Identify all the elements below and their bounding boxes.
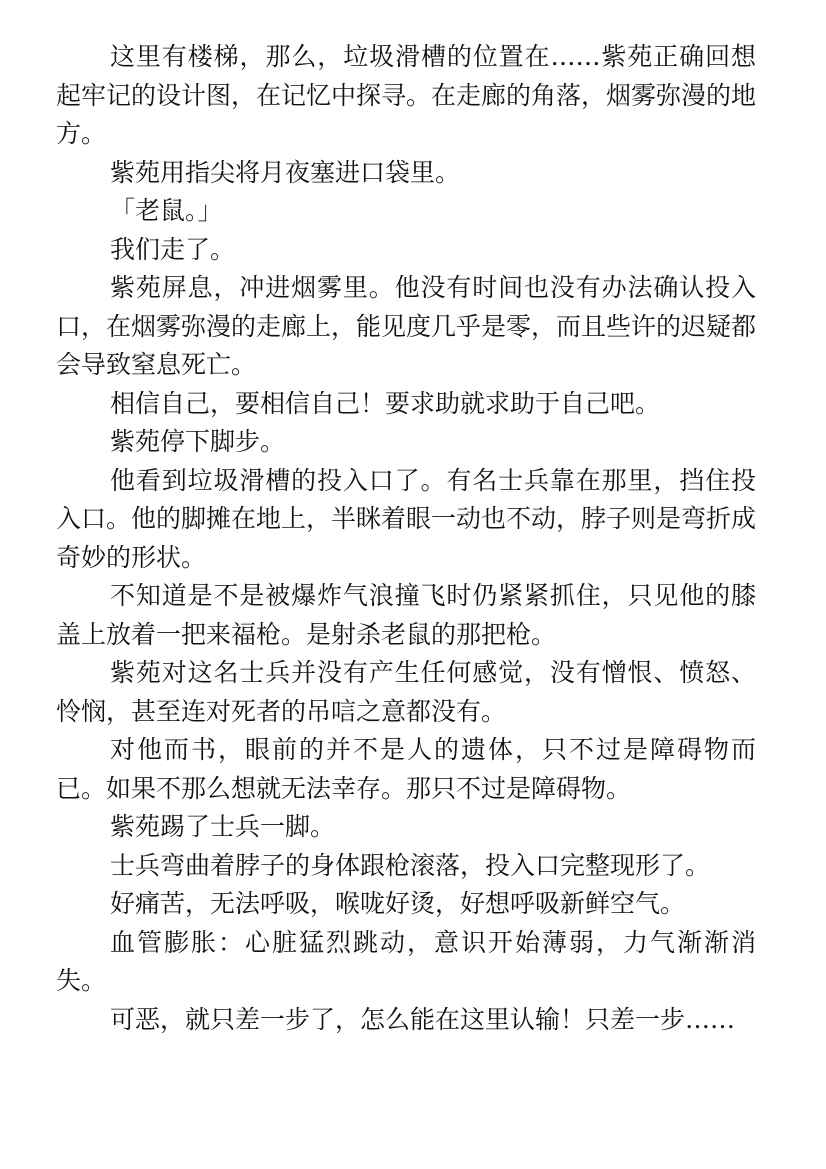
paragraph-10: 紫苑对这名士兵并没有产生任何感觉，没有憎恨、愤怒、怜悯，甚至连对死者的吊唁之意都没有。 [56, 658, 756, 726]
paragraph-3: 「老鼠。」 [110, 196, 223, 225]
paragraph-14: 好痛苦，无法呼吸，喉咙好烫，好想呼吸新鲜空气。 [110, 889, 686, 918]
paragraph-7: 紫苑停下脚步。 [110, 427, 286, 456]
paragraph-13: 士兵弯曲着脖子的身体跟枪滚落，投入口完整现形了。 [110, 850, 711, 880]
paragraph-4: 我们走了。 [110, 234, 236, 264]
paragraph-8: 他看到垃圾滑槽的投入口了。有名士兵靠在那里，挡住投入口。他的脚摊在地上，半眯着眼一动也不动，脖子则是弯折成奇妙的形状。 [56, 465, 757, 572]
paragraph-11: 对他而书，眼前的并不是人的遗体，只不过是障碍物而已。如果不那么想就无法幸存。那只不过是障碍物。 [56, 735, 756, 803]
document-page [56, 38, 756, 1039]
paragraph-1: 这里有楼梯，那么，垃圾滑槽的位置在……紫苑正确回想起牢记的设计图，在记忆中探寻。在走廊的角落，烟雾弥漫的地方。 [56, 42, 757, 148]
paragraph-12: 紫苑踢了士兵一脚。 [110, 812, 336, 841]
paragraph-9: 不知道是不是被爆炸气浪撞飞时仍紧紧抓住，只见他的膝盖上放着一把来福枪。是射杀老鼠的那把枪。 [56, 581, 756, 649]
paragraph-5: 紫苑屏息，冲进烟雾里。他没有时间也没有办法确认投入口，在烟雾弥漫的走廊上，能见度几乎是零，而且些许的迟疑都会导致窒息死亡。 [56, 273, 757, 379]
paragraph-15: 血管膨胀：心脏猛烈跳动，意识开始薄弱，力气渐渐消失。 [56, 927, 756, 995]
paragraph-2: 紫苑用指尖将月夜塞进口袋里。 [110, 157, 461, 187]
paragraph-16: 可恶，就只差一步了，怎么能在这里认输！只差一步…… [110, 1004, 736, 1034]
paragraph-6: 相信自己，要相信自己！要求助就求助于自己吧。 [110, 388, 661, 418]
